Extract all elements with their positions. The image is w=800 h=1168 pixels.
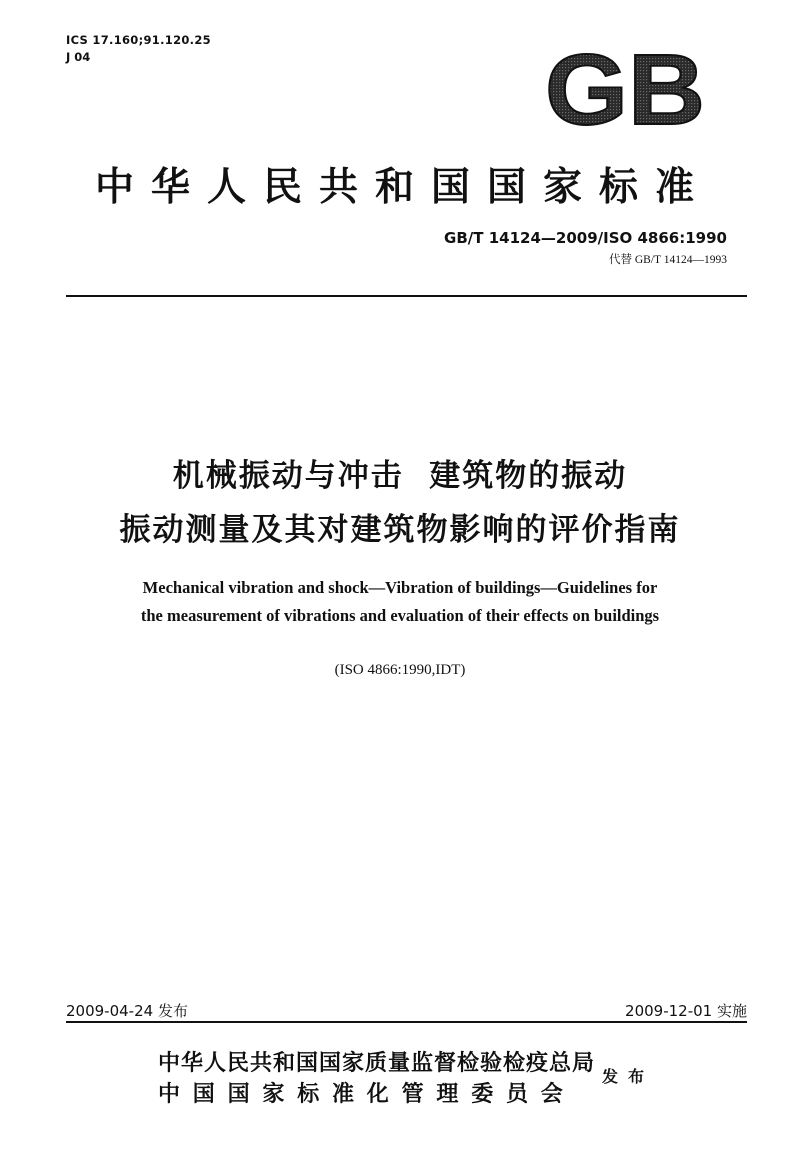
adoption-note: (ISO 4866:1990,IDT) xyxy=(334,662,466,678)
title-en-line-2: the measurement of vibrations and evaluation of their effects on buildings xyxy=(140,606,660,625)
publish-label: 发布 xyxy=(602,1069,655,1086)
gb-logo xyxy=(544,52,706,128)
classification-code: J 04 xyxy=(66,50,91,64)
title-zh-line-2: 振动测量及其对建筑物影响的评价指南 xyxy=(119,512,681,548)
top-divider xyxy=(66,295,747,297)
title-en-line-1: Mechanical vibration and shock—Vibration of buildings—Guidelines for xyxy=(142,578,658,597)
issuer-line-1: 中华人民共和国国家质量监督检验检疫总局 xyxy=(158,1050,596,1075)
issuer-line-2: 中国国家标准化管理委员会 xyxy=(158,1081,576,1106)
issue-date: 2009-04-24 发布 xyxy=(66,1002,188,1020)
ics-code: ICS 17.160;91.120.25 xyxy=(66,33,211,47)
title-zh-line-1: 机械振动与冲击 建筑物的振动 xyxy=(172,458,628,494)
replaces-note: 代替 GB/T 14124—1993 xyxy=(609,254,727,266)
gb-logo-text: GB xyxy=(545,52,705,128)
implementation-date: 2009-12-01 实施 xyxy=(625,1002,747,1020)
bottom-divider xyxy=(66,1021,747,1023)
standard-type-heading: 中华人民共和国国家标准 xyxy=(94,166,711,209)
standard-number: GB/T 14124—2009/ISO 4866:1990 xyxy=(444,229,727,247)
